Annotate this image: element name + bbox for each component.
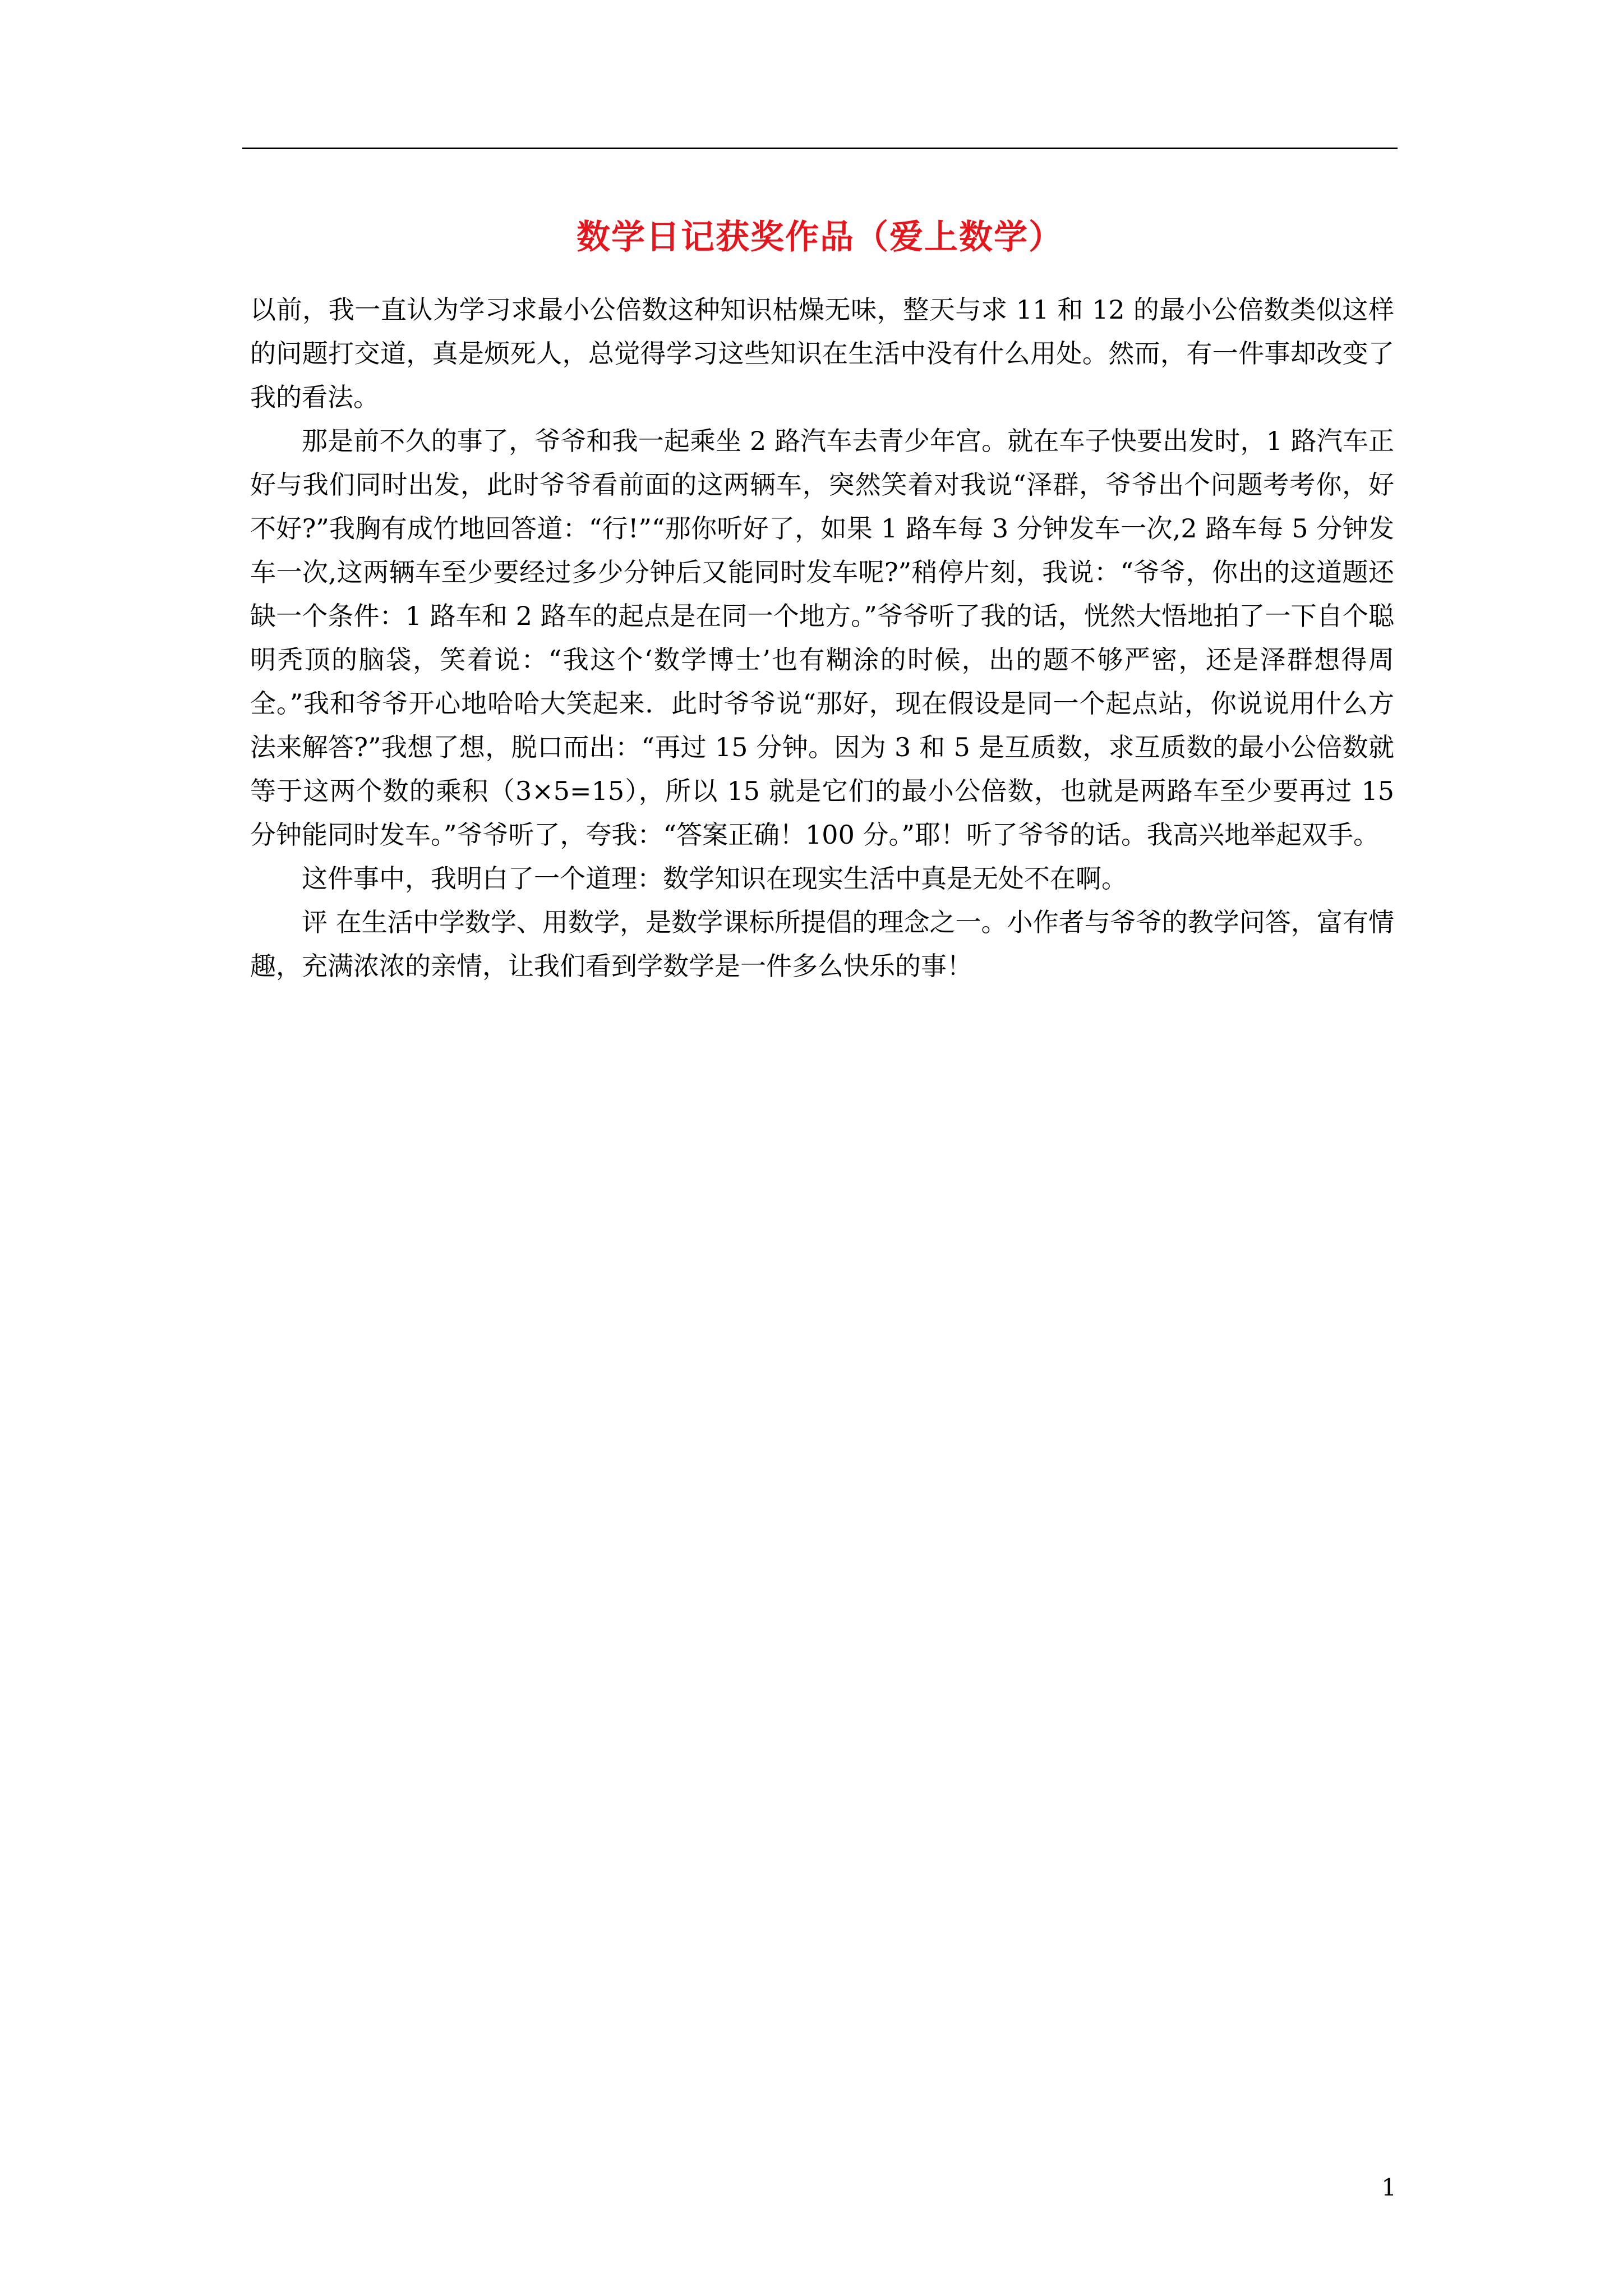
paragraph-story: 那是前不久的事了，爷爷和我一起乘坐 2 路汽车去青少年宫。就在车子快要出发时，1 路汽车正好与我们同时出发，此时爷爷看前面的这两辆车，突然笑着对我说“泽群，爷爷出个问题考考你，好不好?”我胸有成竹地回答道：“行!”“那你听好了，如果 1 路车每 3 分钟发车一次,2 路车每 5 分钟发车一次,这两辆车至少要经过多少分钟后又能同时发车呢?”稍停片刻，我说：“爷爷，你出的这道题还缺一个条件：1 路车和 2 路车的起点是在同一个地方。”爷爷听了我的话，恍然大悟地拍了一下自个聪明秃顶的脑袋，笑着说：“我这个‘数学博士’也有糊涂的时候，出的题不够严密，还是泽群想得周全。”我和爷爷开心地哈哈大笑起来．此时爷爷说“那好，现在假设是同一个起点站，你说说用什么方法来解答?”我想了想，脱口而出：“再过 15 分钟。因为 3 和 5 是互质数，求互质数的最小公倍数就等于这两个数的乘积（3×5=15），所以 15 就是它们的最小公倍数，也就是两路车至少要再过 15 分钟能同时发车。”爷爷听了，夸我：“答案正确！100 分。”耶！听了爷爷的话。我高兴地举起双手。: [250, 426, 1394, 850]
page-number: 1: [1381, 2174, 1396, 2201]
document-body: [250, 288, 1394, 988]
paragraph-lesson: 这件事中，我明白了一个道理：数学知识在现实生活中真是无处不在啊。: [302, 863, 1127, 894]
paragraph-intro: 以前，我一直认为学习求最小公倍数这种知识枯燥无味，整天与求 11 和 12 的最小公倍数类似这样的问题打交道，真是烦死人，总觉得学习这些知识在生活中没有什么用处。然而，有一件事却改变了我的看法。: [250, 295, 1394, 412]
document-title: 数学日记获奖作品（爱上数学）: [577, 218, 1063, 257]
paragraph-comment: 评 在生活中学数学、用数学，是数学课标所提倡的理念之一。小作者与爷爷的教学问答，富有情趣，充满浓浓的亲情，让我们看到学数学是一件多么快乐的事！: [250, 907, 1394, 981]
header-rule: [242, 148, 1398, 149]
